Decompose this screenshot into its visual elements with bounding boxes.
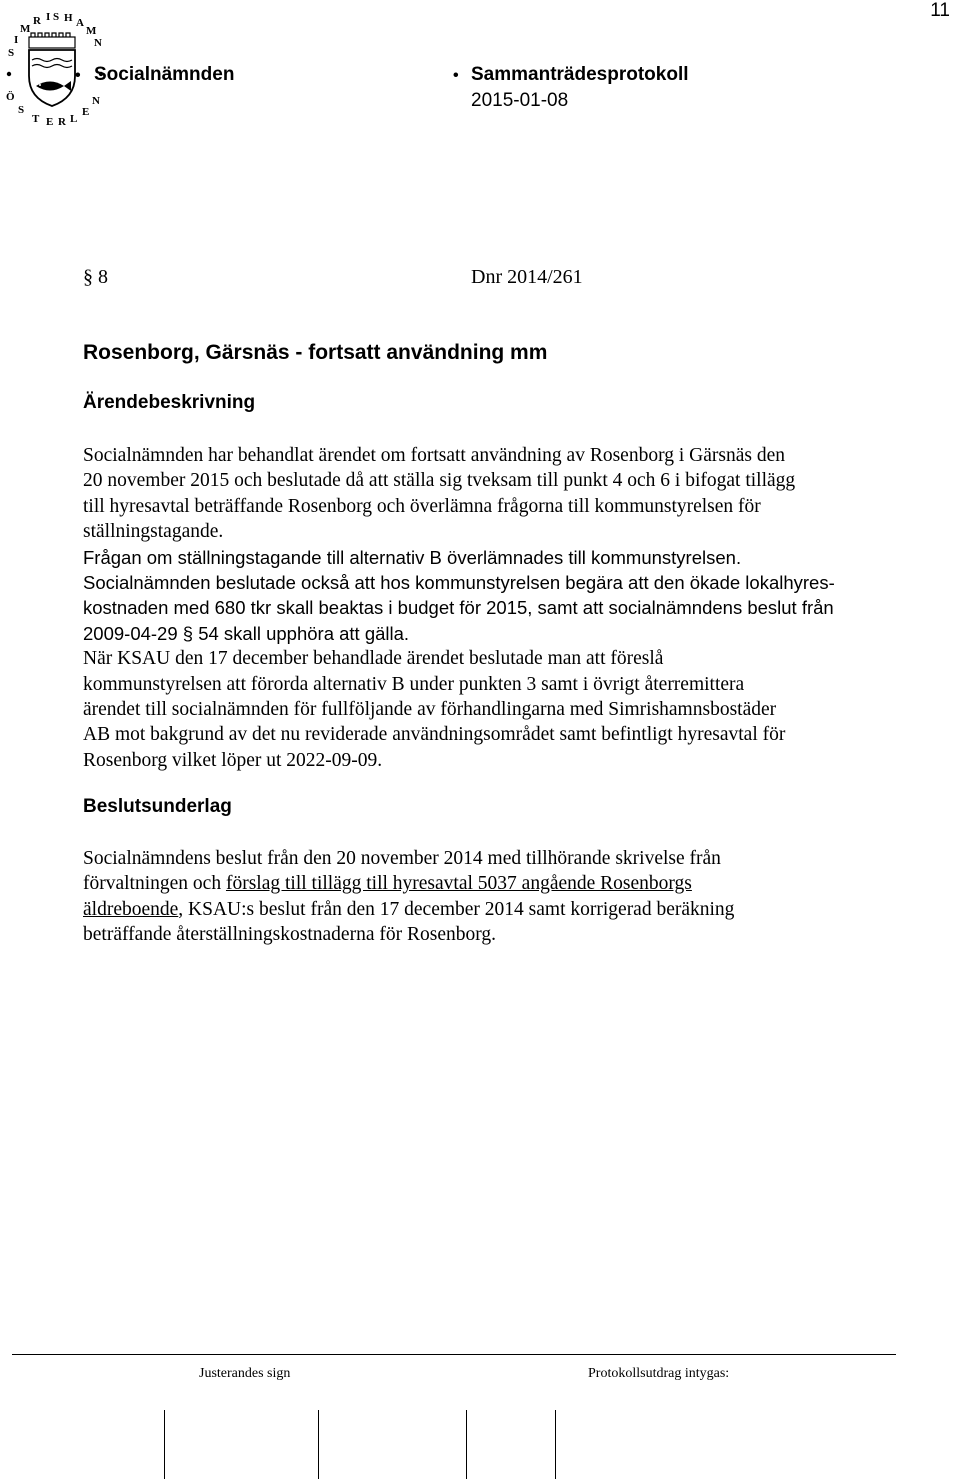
header-date: 2015-01-08 [471,90,569,111]
text-line: Socialnämnden beslutade också att hos kommunstyrelsen begära att den ökade lokalhyres- [83,572,835,594]
text-line: ärendet till socialnämnden för fullföljande av förhandlingarna med Simrishamnsbostäder [83,699,777,721]
paragraph-number [83,266,108,289]
text-line: Rosenborg vilket löper ut 2022-09-09. [83,749,383,771]
text-line [83,897,903,922]
text-line: ställningstagande. [83,521,224,543]
section-heading-arendebeskrivning: Ärendebeskrivning [83,392,256,413]
footer-certification-label: Protokollsutdrag intygas: [588,1366,730,1381]
footer-signature-label: Justerandes sign [199,1366,291,1381]
section-sign: § [182,622,194,644]
diary-number: Dnr 2014/261 [471,266,583,288]
text-line: 20 november 2015 och beslutade då att ställa sig tveksam till punkt 4 och 6 i bifogat tillägg [83,470,796,492]
case-title: Rosenborg, Gärsnäs - fortsatt användning mm [83,341,548,364]
decision-date: 2009-04-29 [83,622,178,644]
decision-basis [83,846,903,948]
paragraph-number-value: 8 [98,266,108,288]
text-line [83,871,903,896]
text-line: beträffande återställningskostnaderna för Rosenborg. [83,924,496,946]
header-bullet-icon: • [75,67,81,84]
section-sign: § [83,266,93,288]
signature-box-divider [164,1410,165,1479]
signature-box-divider [466,1410,467,1479]
signature-box-divider [555,1410,556,1479]
header-org-name: Socialnämnden [94,64,235,85]
footer-divider [12,1354,896,1355]
text-line: Socialnämnden har behandlat ärendet om fortsatt användning av Rosenborg i Gärsnäs den [83,445,785,466]
text-line: kostnaden med 680 tkr skall beaktas i budget för 2015, samt att socialnämndens beslut från [83,597,834,619]
text-line: Socialnämndens beslut från den 20 november 2014 med tillhörande skrivelse från [83,848,721,869]
text-fragment: förvaltningen och [83,873,226,895]
signature-box-divider [318,1410,319,1479]
text-line: Frågan om ställningstagande till alternativ B överlämnades till kommunstyrelsen. [83,546,742,568]
section-heading-beslutsunderlag: Beslutsunderlag [83,796,232,817]
text-line: till hyresavtal beträffande Rosenborg och överlämna frågorna till kommunstyrelsen för [83,495,761,517]
text-line: kommunstyrelsen att förorda alternativ B under punkten 3 samt i övrigt återremittera [83,673,745,695]
case-description [83,443,903,773]
page-number: 11 [930,0,950,21]
text-fragment: , KSAU:s beslut från den 17 december 2014 samt korrigerad beräkning [178,898,735,920]
text-line [83,621,903,646]
text-line: AB mot bakgrund av det nu reviderade användningsområdet samt befintligt hyresavtal för [83,724,786,746]
header-document-type: Sammanträdesprotokoll [471,64,689,85]
text-line: När KSAU den 17 december behandlade ärendet beslutade man att föreslå [83,648,664,670]
attachment-link[interactable]: äldreboende [83,898,179,920]
svg-text:S I M R I: S I M R I S H A M N Ö S T E R L E N [6,11,102,128]
header-bullet-icon: • [453,67,459,84]
text-fragment: 54 skall upphöra att gälla. [198,622,410,644]
attachment-link[interactable]: förslag till tillägg till hyresavtal 5037 angående Rosenborgs [225,873,692,895]
